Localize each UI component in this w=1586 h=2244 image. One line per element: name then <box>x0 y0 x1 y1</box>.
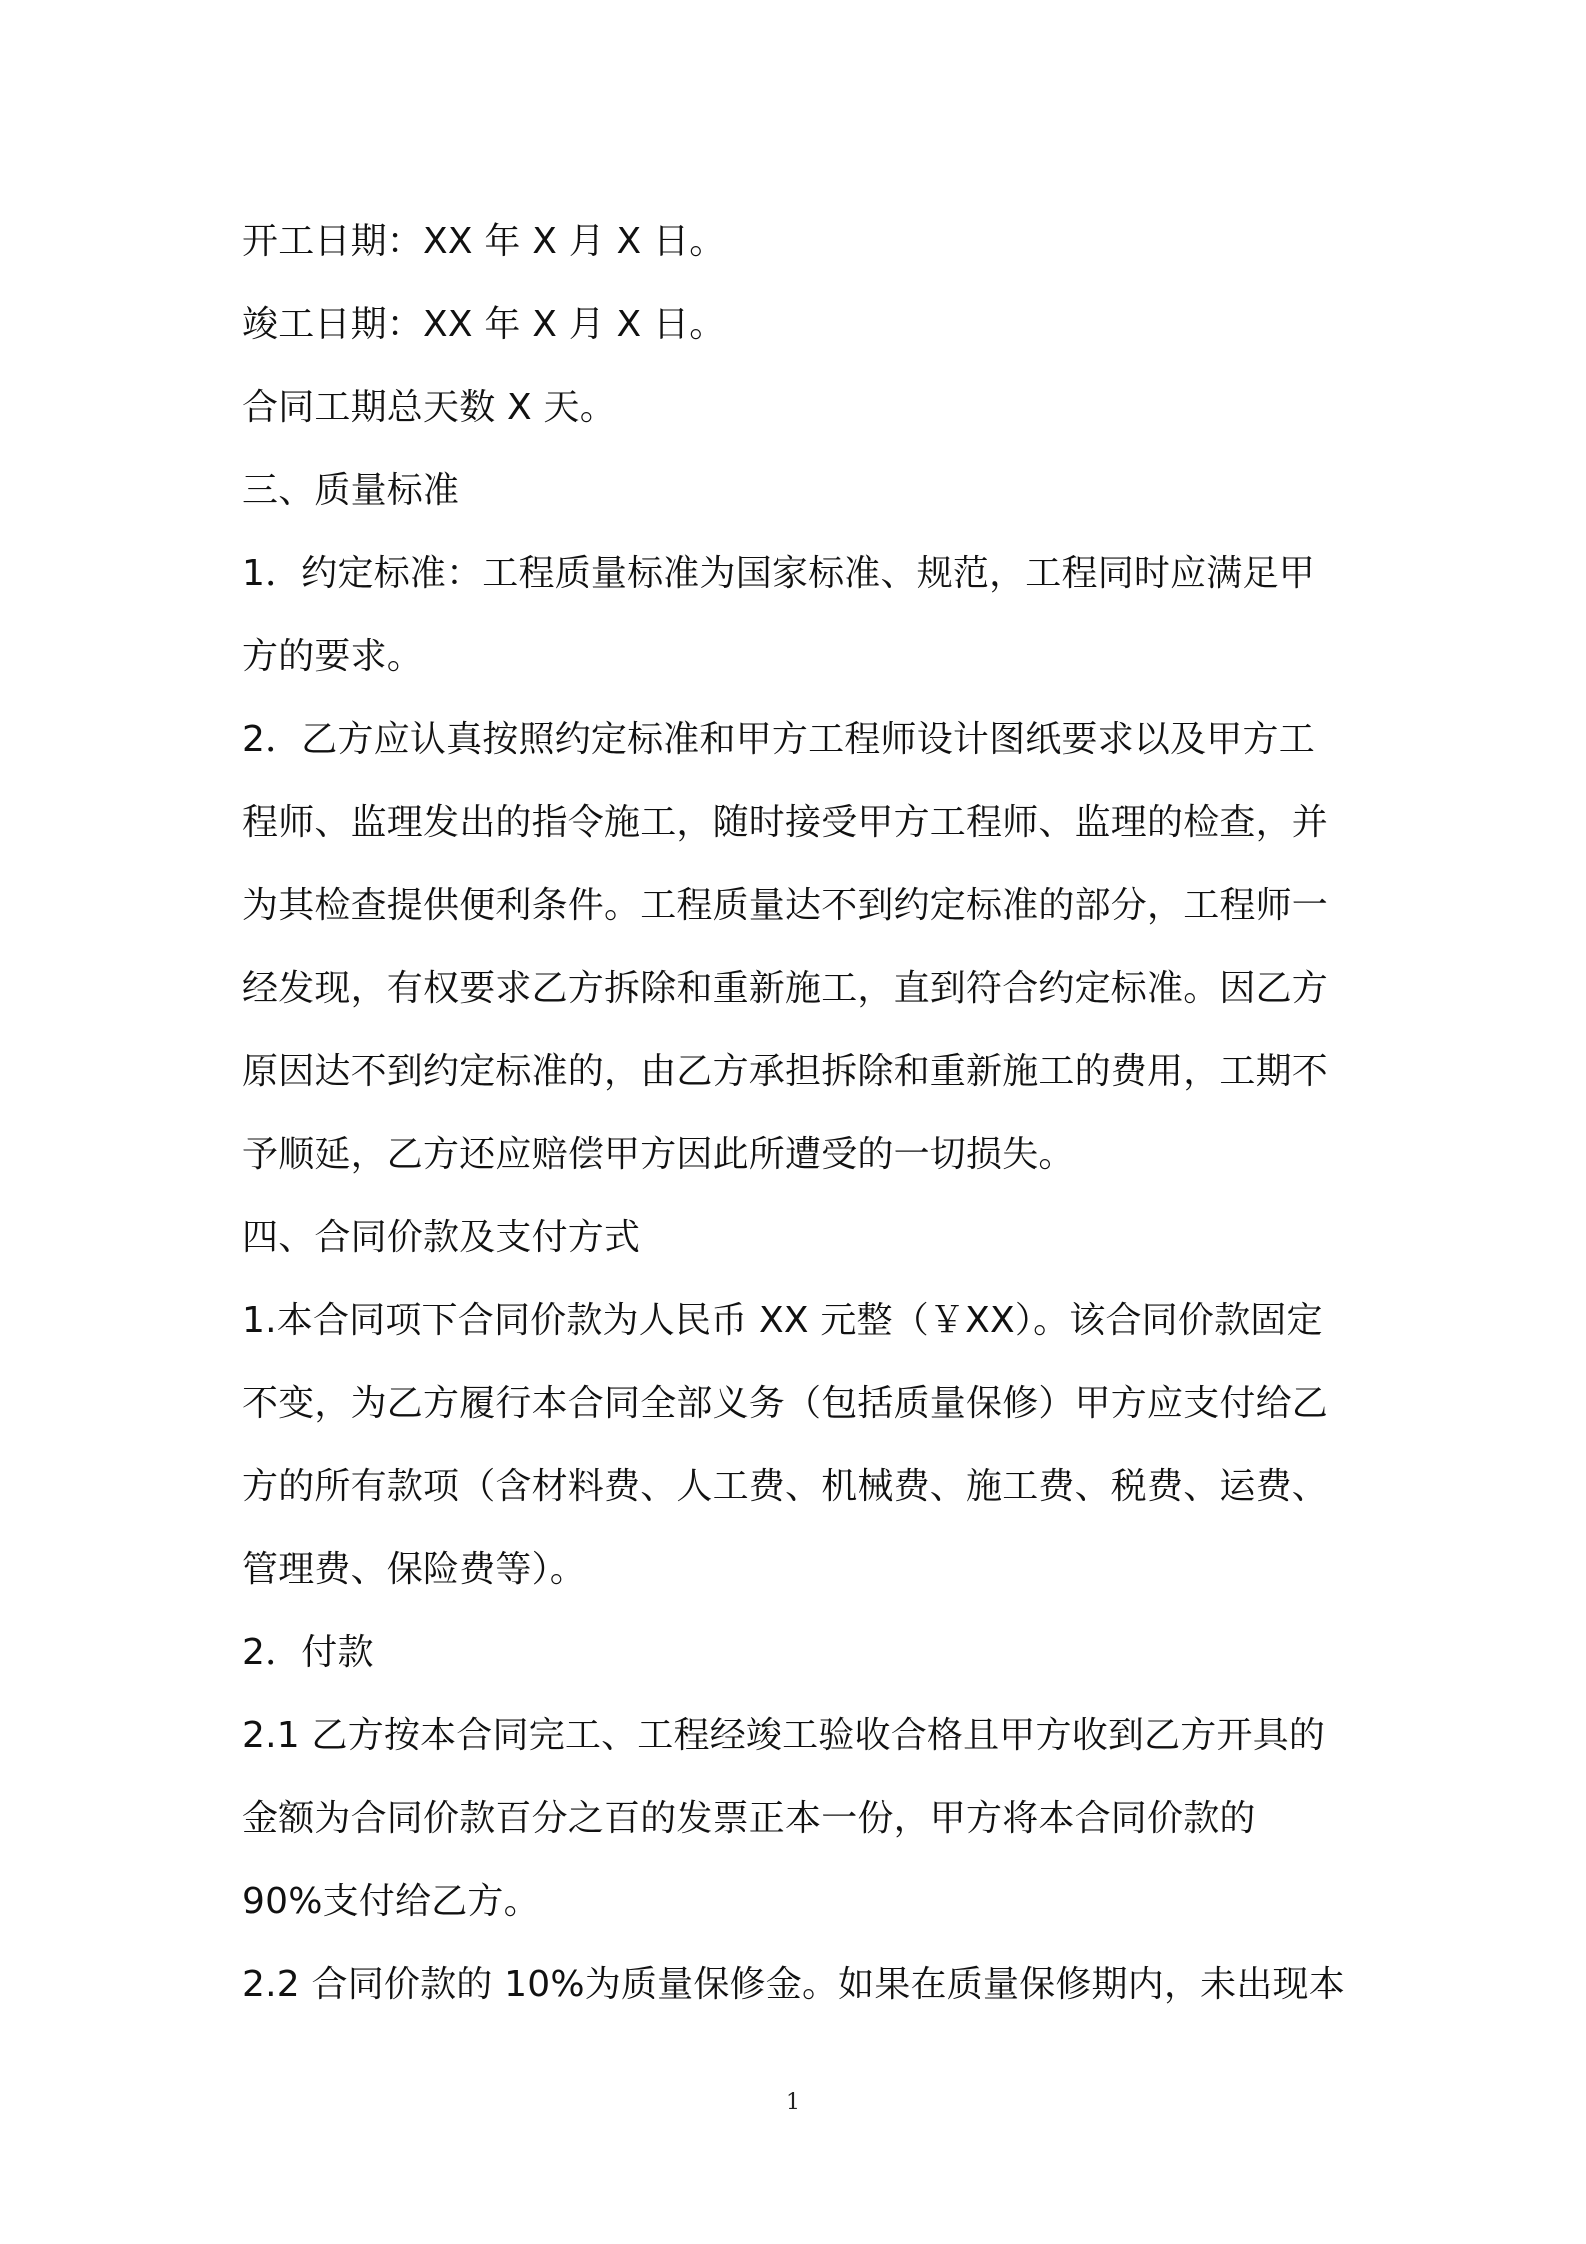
text-line: 90%支付给乙方。 <box>242 1881 540 1922</box>
text-line: 程师、监理发出的指令施工，随时接受甲方工程师、监理的检查，并 <box>242 802 1329 843</box>
subsection-heading: 2．付款 <box>242 1632 374 1673</box>
section-heading: 三、质量标准 <box>242 470 460 511</box>
text-line: 1．约定标准：工程质量标准为国家标准、规范，工程同时应满足甲 <box>242 553 1315 594</box>
text-line: 2.1 乙方按本合同完工、工程经竣工验收合格且甲方收到乙方开具的 <box>242 1715 1326 1756</box>
text-line: 2.2 合同价款的 10%为质量保修金。如果在质量保修期内，未出现本 <box>242 1964 1345 2005</box>
text-line: 管理费、保险费等）。 <box>242 1549 587 1590</box>
text-line: 经发现，有权要求乙方拆除和重新施工，直到符合约定标准。因乙方 <box>242 968 1329 1009</box>
text-line: 2．乙方应认真按照约定标准和甲方工程师设计图纸要求以及甲方工 <box>242 719 1315 760</box>
document-body <box>242 200 1362 2026</box>
text-line: 原因达不到约定标准的，由乙方承担拆除和重新施工的费用，工期不 <box>242 1051 1329 1092</box>
text-line: 方的要求。 <box>242 636 424 677</box>
text-line: 方的所有款项（含材料费、人工费、机械费、施工费、税费、运费、 <box>242 1466 1329 1507</box>
section-heading: 四、合同价款及支付方式 <box>242 1217 641 1258</box>
text-line: 金额为合同价款百分之百的发票正本一份，甲方将本合同价款的 <box>242 1798 1256 1839</box>
text-line: 开工日期：XX 年 X 月 X 日。 <box>242 221 726 262</box>
text-line: 不变，为乙方履行本合同全部义务（包括质量保修）甲方应支付给乙 <box>242 1383 1329 1424</box>
text-line: 合同工期总天数 X 天。 <box>242 387 616 428</box>
text-line: 竣工日期：XX 年 X 月 X 日。 <box>242 304 726 345</box>
text-line: 予顺延，乙方还应赔偿甲方因此所遭受的一切损失。 <box>242 1134 1075 1175</box>
text-line: 1.本合同项下合同价款为人民币 XX 元整（￥XX）。该合同价款固定 <box>242 1300 1323 1341</box>
page-number: 1 <box>786 2090 800 2115</box>
text-line: 为其检查提供便利条件。工程质量达不到约定标准的部分，工程师一 <box>242 885 1329 926</box>
